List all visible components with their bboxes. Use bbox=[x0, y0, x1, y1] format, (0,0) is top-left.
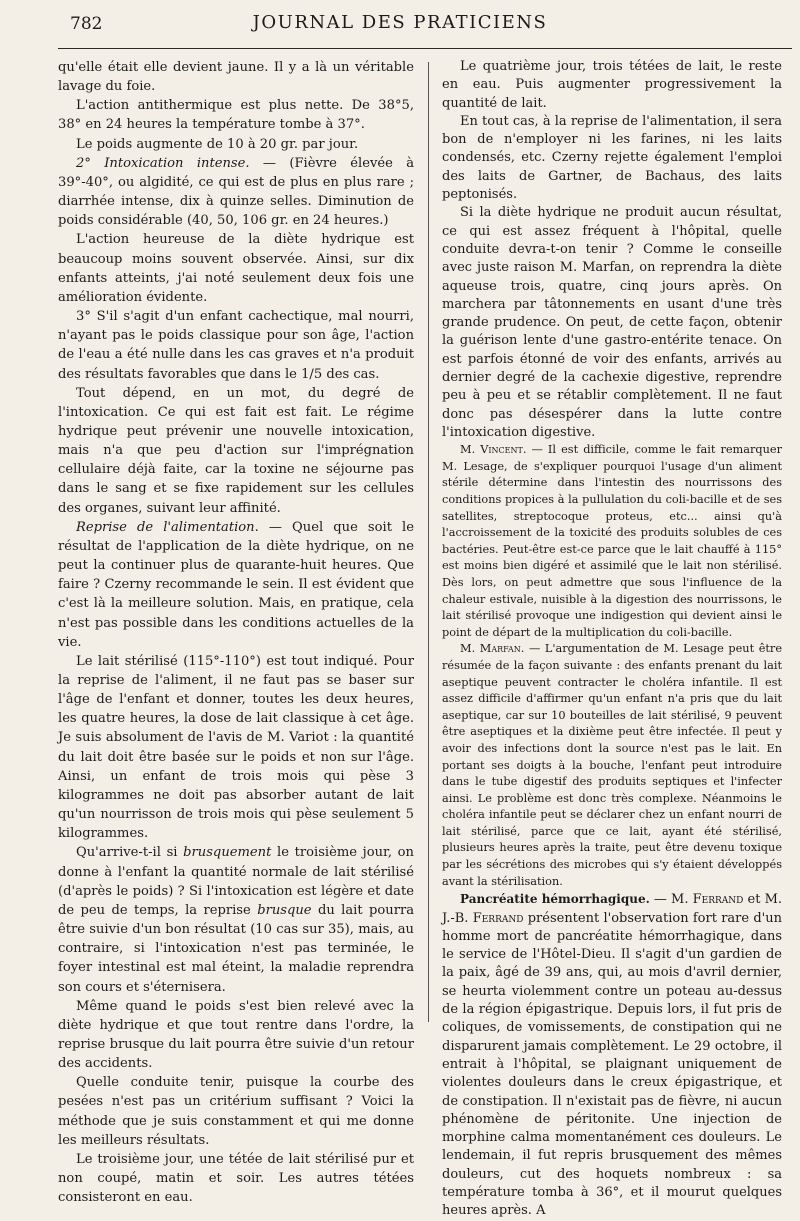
paragraph-text: Qu'arrive-t-il si bbox=[76, 845, 178, 861]
speaker-name: M. Vincent. bbox=[460, 443, 527, 457]
header-rule bbox=[58, 48, 792, 49]
subheading-reprise: Reprise de l'alimentation. bbox=[76, 519, 259, 535]
paragraph-text: — Quel que soit le résultat de l'application de la diète hydrique, on ne peut la continuer plus de quarante-huit heures. Que faire ? Czerny recommande le sein. Il est évident que c'est là la meilleure solution. Mais, en pratique, cela n'est pas possible dans les conditions actuelles de la vie. bbox=[58, 519, 414, 650]
paragraph: Le poids augmente de 10 à 20 gr. par jour. bbox=[76, 136, 359, 152]
left-column bbox=[58, 58, 415, 1206]
paragraph bbox=[58, 518, 414, 652]
article-text: présentent l'observation fort rare d'un homme mort de pancréatite hémorrhagique, dans le service de l'Hôtel-Dieu. Il s'agit d'un gardien de la paix, âgé de 39 ans, qui, au mois d'avril dernier, se heurta violemment contre un poteau au-dessus de la région épigastrique. Depuis lors, il fut pris de coliques, de vomissements, de constipation qui ne disparurent jamais complètement. Le 29 octobre, il entrait à l'hôpital, se plaignant uniquement de violentes douleurs dans le creux épigastrique, et de constipation. Il n'existait pas de fièvre, ni aucun phénomène de péritonite. Une injection de morphine calma momentanément ces douleurs. Le lendemain, il fut repris brusquement des mêmes douleurs, cut des hoquets nombreux : sa température tomba à 36°, et il mourut quelques heures après. A bbox=[442, 910, 782, 1219]
speaker-name: M. Marfan. bbox=[460, 642, 525, 656]
authors-prefix: — M. bbox=[653, 892, 689, 908]
article-paragraph bbox=[442, 890, 782, 1220]
subheading-intoxication-intense: 2° Intoxication intense. bbox=[76, 155, 250, 171]
paragraph-text: le troisième jour, on donne à l'enfant la quantité normale de lait stérilisé (d'après le poids) ? Si l'intoxication est légère et date de peu de temps, la reprise bbox=[58, 845, 414, 918]
paragraph: 2° Intoxication intense. — (Fièvre élevée à 39°-40°, ou algidité, ce qui est de plus en plus rare ; diarrhée intense, dix à quinze selles. Diminution de poids considérable (40, 50, 106 gr. en 24 heures.) bbox=[58, 155, 415, 229]
paragraph: L'action heureuse de la diète hydrique est beaucoup moins souvent observée. Ainsi, sur dix enfants atteints, j'ai noté seulement deux fois une amélioration évidente. bbox=[58, 232, 414, 305]
article-heading: Pancréatite hémorrhagique. bbox=[460, 892, 650, 907]
discussion-text: — Il est difficile, comme le fait remarquer M. Lesage, de s'expliquer pourquoi l'usage d'un aliment stérile détermine dans l'intestin des nourrissons des conditions propices à la pullulation du coli-bacille et de ses satellites, streptocoque proteus, etc... ainsi qu'à l'accroissement de la toxicité des produits solubles de ces bactéries. Peut-être est-ce parce que le lait chauffé à 115° est moins bien digéré et assimilé que le lait non stérilisé. Dès lors, on peut admettre que sous l'influence de la chaleur estivale, nuisible à la digestion des nourrissons, le lait stérilisé provoque une indigestion qui devient ainsi le point de départ de la multiplication du coli-bacille. bbox=[442, 443, 782, 639]
discussion-vincent bbox=[442, 442, 782, 641]
paragraph: Si la diète hydrique ne produit aucun résultat, ce qui est assez fréquent à l'hôpital, quelle conduite devra-t-on tenir ? Comme le conseille avec juste raison M. Marfan, on reprendra la diète aqueuse trois, quatre, cinq jours après. On marchera par tâtonnements en usant d'une très grande prudence. On peut, de cette façon, obtenir la guérison lente d'une gastro-entérite tenace. On est parfois étonné de voir des enfants, arrivés au dernier degré de la cachexie digestive, reprendre peu à peu et se rétablir complètement. Il ne faut donc pas désespérer dans la lutte contre l'intoxication digestive. bbox=[442, 205, 782, 440]
right-column bbox=[442, 58, 783, 1219]
paragraph: Le lait stérilisé (115°-110°) est tout indiqué. Pour la reprise de l'aliment, il ne faut pas se baser sur l'âge de l'enfant et donner, toutes les deux heures, les quatre heures, la dose de lait classique à cet âge. Je suis absolument de l'avis de M. Variot : la quantité du lait doit être basée sur le poids et non sur l'âge. Ainsi, un enfant de trois mois qui pèse 3 kilogrammes ne doit pas absorber autant de lait qu'un nourrisson de trois mois qui pèse seulement 5 kilogrammes. bbox=[58, 653, 414, 842]
emphasis-brusque: brusque bbox=[257, 902, 312, 918]
paragraph bbox=[58, 843, 414, 996]
emphasis-brusquement: brusquement bbox=[183, 845, 272, 861]
column-rule bbox=[428, 62, 429, 1022]
paragraph-text: du lait pourra être suivie d'un bon résultat (10 cas sur 35), mais, au contraire, si l'intoxication n'est pas terminée, le foyer intestinal est mal éteint, la maladie reprendra son cours et s'éternisera. bbox=[58, 902, 415, 995]
discussion-marfan bbox=[442, 641, 782, 890]
paragraph: L'action antithermique est plus nette. De 38°5, 38° en 24 heures la température tombe à 37°. bbox=[58, 98, 414, 133]
discussion-text: — L'argumentation de M. Lesage peut être résumée de la façon suivante : des enfants prenant du lait aseptique peuvent contracter le choléra infantile. Il est assez difficile d'affirmer qu'un enfant n'a pris que du lait aseptique, car sur 10 bouteilles de lait stérilisé, 9 peuvent être aseptiques et la dixième peut être infectée. Il peut y avoir des infections dont la source n'est pas le lait. En portant ses doigts à la bouche, l'enfant peut introduire dans le tube digestif des produits septiques et l'infecter ainsi. Le problème est donc très complexe. Néanmoins le choléra infantile peut se déclarer chez un enfant nourri de lait stérilisé, parce que ce lait, ayant été stérilisé, plusieurs heures après la traite, peut être devenu toxique par les sécrétions des microbes qui s'y étaient développés avant la stérilisation. bbox=[442, 642, 783, 888]
paragraph: qu'elle était elle devient jaune. Il y a là un véritable lavage du foie. bbox=[58, 60, 414, 95]
paragraph: Tout dépend, en un mot, du degré de l'intoxication. Ce qui est fait est fait. Le régime hydrique peut prévenir une nouvelle intoxication, mais n'a que peu d'action sur l'imprégnation cellulaire déjà faite, car la toxine ne séjourne pas dans le sang et se fixe rapidement sur les cellules des organes, suivant leur affinité. bbox=[58, 385, 414, 516]
paragraph: Le troisième jour, une tétée de lait stérilisé pur et non coupé, matin et soir. Les autres tétées consisteront en eau. bbox=[58, 1151, 414, 1206]
author-name: Ferrand bbox=[472, 910, 524, 926]
page-number: 782 bbox=[70, 14, 103, 34]
author-name: Ferrand bbox=[692, 892, 744, 908]
authors-mid: et M. J.-B. bbox=[442, 892, 783, 926]
paragraph: Même quand le poids s'est bien relevé avec la diète hydrique et que tout rentre dans l'ordre, la reprise brusque du lait pourra être suivie d'un retour des accidents. bbox=[58, 998, 414, 1072]
paragraph: 3° S'il s'agit d'un enfant cachectique, mal nourri, n'ayant pas le poids classique pour son âge, l'action de l'eau a été nulle dans les cas graves et n'a produit des résultats favorables que dans le 1/5 des cas. bbox=[58, 309, 414, 382]
paragraph: Quelle conduite tenir, puisque la courbe des pesées n'est pas un critérium suffisant ? Voici la méthode que je suis constamment et qui me donne les meilleurs résultats. bbox=[58, 1075, 414, 1148]
paragraph: En tout cas, à la reprise de l'alimentation, il sera bon de n'employer ni les farines, ni les laits condensés, etc. Czerny rejette également l'emploi des laits de Gartner, de Bachaus, des laits peptonisés. bbox=[442, 113, 782, 203]
journal-title: JOURNAL DES PRATICIENS bbox=[252, 12, 548, 33]
paragraph-text: (Fièvre élevée à 39°-40°, ou algidité, ce qui est de plus en plus rare ; diarrhée intense, dix à quinze selles. Diminution de poids considérable (40, 50, 106 gr. en 24 heures.) bbox=[58, 155, 415, 229]
paragraph: Le quatrième jour, trois tétées de lait, le reste en eau. Puis augmenter progressivement la quantité de lait. bbox=[442, 59, 782, 111]
